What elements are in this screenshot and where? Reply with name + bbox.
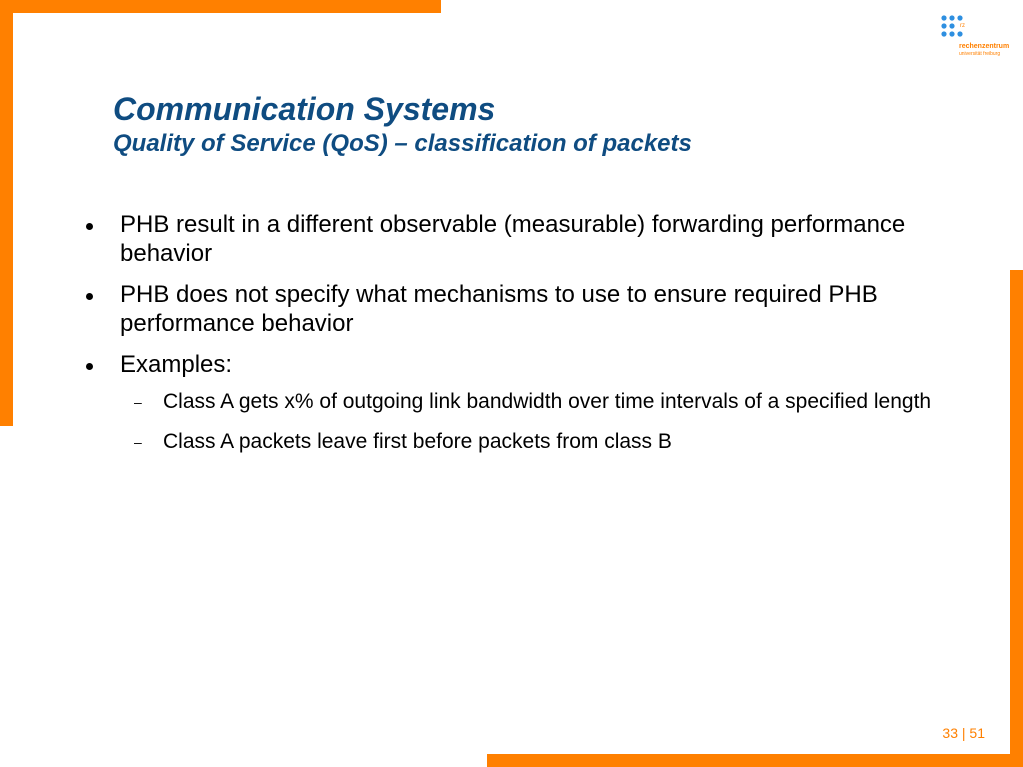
frame-left-bar [0, 0, 13, 426]
page-separator: | [961, 725, 966, 741]
logo-name: rechenzentrum [959, 43, 1010, 50]
sub-bullet-text: Class A gets x% of outgoing link bandwidth over time intervals of a specified length [163, 390, 932, 413]
bullet-item [80, 210, 940, 268]
logo-tag: rz [960, 23, 965, 29]
bullet-list [80, 210, 940, 455]
sub-bullet-item [120, 429, 940, 455]
page-title: Communication Systems [113, 91, 496, 127]
page-subtitle: Quality of Service (QoS) – classification of packets [113, 130, 692, 157]
logo-university: universität freiburg [959, 51, 1001, 57]
bullet-text: PHB result in a different observable (measurable) forwarding performance behavior [120, 211, 906, 267]
frame-top-bar [0, 0, 441, 13]
bullet-dot-icon [86, 363, 93, 370]
logo-dots-icon [940, 14, 970, 44]
bullet-dot-icon [86, 293, 93, 300]
slide-content [80, 210, 940, 469]
current-page: 33 [942, 725, 958, 741]
frame-right-bar [1010, 270, 1023, 767]
sub-bullet-text: Class A packets leave first before packets from class B [163, 430, 672, 453]
page-number [942, 724, 985, 742]
sub-bullet-item [120, 389, 940, 415]
bullet-item [80, 280, 940, 338]
dash-icon: – [134, 394, 142, 410]
frame-bottom-bar [487, 754, 1023, 767]
bullet-item [80, 350, 940, 455]
dash-icon: – [134, 434, 142, 450]
bullet-text: Examples: [120, 351, 233, 378]
bullet-dot-icon [86, 223, 93, 230]
sub-bullet-list [120, 389, 940, 455]
total-pages: 51 [969, 725, 985, 741]
bullet-text: PHB does not specify what mechanisms to use to ensure required PHB performance behavior [120, 281, 878, 337]
university-logo [938, 14, 1010, 64]
